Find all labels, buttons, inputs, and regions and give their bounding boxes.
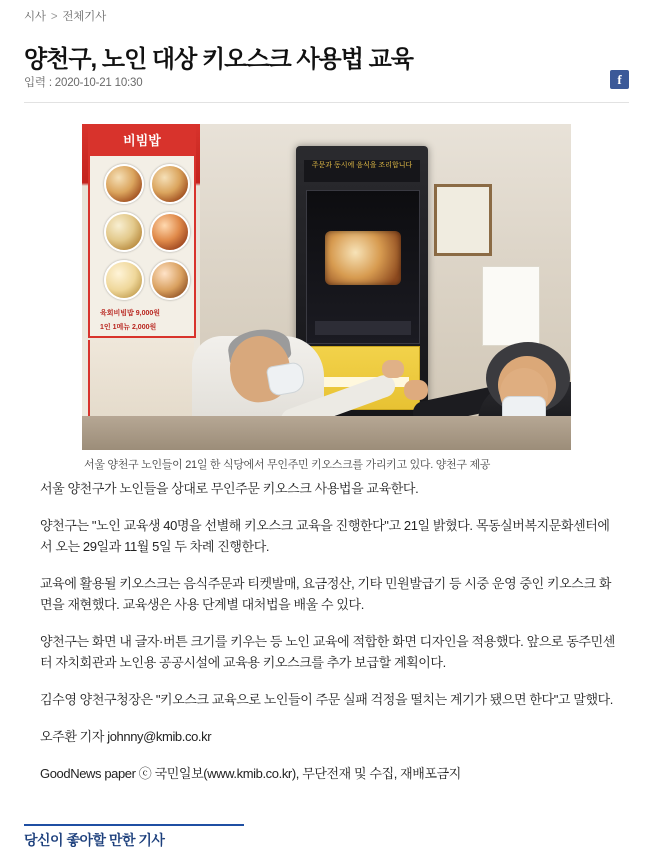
kiosk-screen-button-bar (315, 321, 411, 335)
photo-caption: 서울 양천구 노인들이 21일 한 식당에서 무인주민 키오스크를 가리키고 있다. 양천구 제공 (84, 459, 491, 471)
menu-photo-item (104, 260, 144, 300)
article-paragraph: 교육에 활용될 키오스크는 음식주문과 티켓발매, 요금정산, 기타 민원발급기 등 시중 운영 중인 키오스크 화면을 재현했다. 교육생은 사용 단계별 대처법을 배울 수 있다. (40, 576, 611, 612)
article-figure (82, 124, 571, 472)
page-title: 양천구, 노인 대상 키오스크 사용법 교육 (24, 46, 413, 74)
kiosk-screen (306, 190, 420, 344)
breadcrumb-separator: > (50, 11, 58, 23)
article-copyright: GoodNews paper ⓒ 국민일보(www.kmib.co.kr), 무단전재 및 수집, 재배포금지 (40, 766, 461, 781)
facebook-share-icon[interactable]: f (610, 70, 629, 89)
photo-floor (82, 416, 571, 450)
menu-photo-item (104, 212, 144, 252)
article-paragraph: 양천구는 "노인 교육생 40명을 선별해 키오스크 교육을 진행한다"고 21일 밝혔다. 목동실버복지문화센터에서 오는 29일과 11월 5일 두 차례 진행한다. (40, 518, 610, 554)
article-photo (82, 124, 571, 450)
related-articles-title: 당신이 좋아할 만한 기사 (24, 832, 165, 848)
kiosk-header-text: 주문과 동시에 음식을 조리합니다 (304, 160, 420, 182)
menu-photo-item (150, 260, 190, 300)
kiosk-screen-food-image (325, 231, 401, 285)
wall-frame (434, 184, 492, 256)
menu-photo-item (150, 212, 190, 252)
article-body (40, 478, 620, 800)
photo-person-woman-hand (404, 380, 428, 400)
article-paragraph: 김수영 양천구청장은 "키오스크 교육으로 노인들이 주문 실패 걱정을 떨치는 계기가 됐으면 한다"고 말했다. (40, 692, 613, 707)
wall-notice (482, 266, 540, 346)
photo-person-man-hand (382, 360, 404, 378)
article-meta-row (24, 72, 629, 103)
article-paragraph: 양천구는 화면 내 글자·버튼 크기를 키우는 등 노인 교육에 적합한 화면 디자인을 적용했다. 앞으로 동주민센터 자치회관과 노인용 공공시설에 교육용 키오스크를 추가 보급할 계획이다. (40, 634, 615, 670)
menu-photo-item (150, 164, 190, 204)
related-articles-section (24, 824, 244, 850)
menu-board-title: 비빔밥 (90, 126, 194, 156)
article-paragraph: 서울 양천구가 노인들을 상대로 무인주문 키오스크 사용법을 교육한다. (40, 481, 419, 496)
breadcrumb-section[interactable]: 전체기사 (62, 11, 106, 23)
article-byline: 오주환 기자 johnny@kmib.co.kr (40, 729, 212, 744)
publish-date: 입력 : 2020-10-21 10:30 (24, 77, 143, 89)
menu-price-tag: 육회비빔밥 9,000원 (100, 310, 161, 317)
menu-photo-item (104, 164, 144, 204)
menu-price-tag: 1인 1메뉴 2,000원 (100, 324, 157, 331)
breadcrumb-category[interactable]: 시사 (24, 11, 46, 23)
menu-board (88, 124, 196, 338)
breadcrumb (24, 8, 106, 24)
